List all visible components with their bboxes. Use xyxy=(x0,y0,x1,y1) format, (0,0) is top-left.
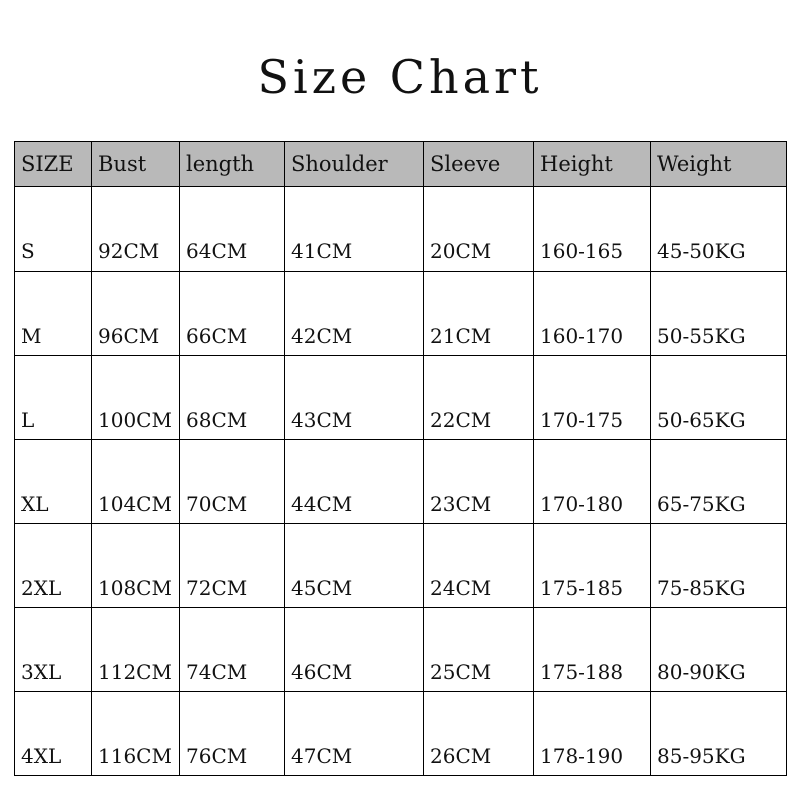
cell-value: S xyxy=(21,239,35,263)
cell-sleeve xyxy=(424,608,534,692)
cell-shoulder xyxy=(285,524,424,608)
cell-weight xyxy=(651,524,787,608)
cell-height xyxy=(534,272,651,356)
cell-value: 104CM xyxy=(98,491,172,516)
table-row xyxy=(15,440,787,524)
cell-value: 43CM xyxy=(291,407,353,432)
cell-bust xyxy=(92,524,180,608)
cell-value: 170-175 xyxy=(540,407,624,432)
cell-height xyxy=(534,692,651,776)
cell-value: 47CM xyxy=(291,743,353,768)
cell-bust xyxy=(92,356,180,440)
cell-size xyxy=(15,440,92,524)
cell-bust xyxy=(92,440,180,524)
cell-value: 24CM xyxy=(430,575,492,600)
column-header-bust: Bust xyxy=(92,142,180,187)
cell-value: 160-170 xyxy=(540,323,624,348)
cell-height xyxy=(534,187,651,272)
cell-value: 2XL xyxy=(21,575,62,600)
cell-sleeve xyxy=(424,356,534,440)
cell-bust xyxy=(92,187,180,272)
cell-value: 21CM xyxy=(430,323,492,348)
cell-value: 42CM xyxy=(291,323,353,348)
cell-value: 175-185 xyxy=(540,575,624,600)
cell-shoulder xyxy=(285,272,424,356)
cell-value: 64CM xyxy=(186,239,248,263)
cell-size xyxy=(15,187,92,272)
table-row xyxy=(15,272,787,356)
cell-value: 108CM xyxy=(98,575,172,600)
cell-value: 22CM xyxy=(430,407,492,432)
cell-size xyxy=(15,524,92,608)
cell-size xyxy=(15,692,92,776)
cell-length xyxy=(180,524,285,608)
table-row xyxy=(15,524,787,608)
table-row xyxy=(15,356,787,440)
size-table-container xyxy=(14,141,786,776)
cell-value: 20CM xyxy=(430,239,492,263)
cell-size xyxy=(15,356,92,440)
column-header-sleeve: Sleeve xyxy=(424,142,534,187)
cell-length xyxy=(180,608,285,692)
cell-value: 50-55KG xyxy=(657,323,746,348)
cell-length xyxy=(180,692,285,776)
cell-value: 160-165 xyxy=(540,239,624,263)
cell-bust xyxy=(92,608,180,692)
cell-value: 45-50KG xyxy=(657,239,746,263)
cell-value: 74CM xyxy=(186,659,248,684)
cell-shoulder xyxy=(285,440,424,524)
cell-length xyxy=(180,272,285,356)
size-table xyxy=(14,141,787,776)
cell-value: 65-75KG xyxy=(657,491,746,516)
cell-weight xyxy=(651,608,787,692)
cell-value: 72CM xyxy=(186,575,248,600)
cell-length xyxy=(180,356,285,440)
cell-value: 4XL xyxy=(21,743,62,768)
cell-value: 25CM xyxy=(430,659,492,684)
cell-value: 75-85KG xyxy=(657,575,746,600)
cell-shoulder xyxy=(285,692,424,776)
cell-weight xyxy=(651,356,787,440)
cell-value: 46CM xyxy=(291,659,353,684)
cell-value: 116CM xyxy=(98,743,172,768)
table-row xyxy=(15,608,787,692)
cell-value: 68CM xyxy=(186,407,248,432)
cell-weight xyxy=(651,692,787,776)
table-row xyxy=(15,692,787,776)
cell-shoulder xyxy=(285,356,424,440)
cell-value: 100CM xyxy=(98,407,172,432)
cell-length xyxy=(180,187,285,272)
cell-weight xyxy=(651,440,787,524)
cell-value: 70CM xyxy=(186,491,248,516)
table-body xyxy=(15,187,787,776)
cell-shoulder xyxy=(285,187,424,272)
page-title: Size Chart xyxy=(257,50,543,104)
table-header xyxy=(15,142,787,187)
cell-value: 41CM xyxy=(291,239,353,263)
cell-bust xyxy=(92,272,180,356)
column-header-weight: Weight xyxy=(651,142,787,187)
cell-value: 112CM xyxy=(98,659,172,684)
cell-height xyxy=(534,608,651,692)
cell-value: 80-90KG xyxy=(657,659,746,684)
cell-value: 45CM xyxy=(291,575,353,600)
table-row xyxy=(15,187,787,272)
cell-size xyxy=(15,272,92,356)
cell-value: 66CM xyxy=(186,323,248,348)
table-header-row xyxy=(15,142,787,187)
cell-value: 175-188 xyxy=(540,659,624,684)
cell-sleeve xyxy=(424,440,534,524)
cell-value: 96CM xyxy=(98,323,160,348)
cell-value: 170-180 xyxy=(540,491,624,516)
cell-value: 44CM xyxy=(291,491,353,516)
cell-shoulder xyxy=(285,608,424,692)
cell-value: 85-95KG xyxy=(657,743,746,768)
column-header-length: length xyxy=(180,142,285,187)
cell-sleeve xyxy=(424,692,534,776)
cell-size xyxy=(15,608,92,692)
cell-height xyxy=(534,356,651,440)
cell-height xyxy=(534,524,651,608)
cell-value: 76CM xyxy=(186,743,248,768)
cell-bust xyxy=(92,692,180,776)
cell-value: XL xyxy=(21,491,49,516)
cell-value: 26CM xyxy=(430,743,492,768)
cell-sleeve xyxy=(424,524,534,608)
cell-value: L xyxy=(21,407,35,432)
cell-weight xyxy=(651,187,787,272)
cell-sleeve xyxy=(424,187,534,272)
column-header-height: Height xyxy=(534,142,651,187)
cell-value: 92CM xyxy=(98,239,160,263)
cell-value: 50-65KG xyxy=(657,407,746,432)
cell-sleeve xyxy=(424,272,534,356)
cell-value: 23CM xyxy=(430,491,492,516)
cell-value: 3XL xyxy=(21,659,62,684)
column-header-size: SIZE xyxy=(15,142,92,187)
cell-value: M xyxy=(21,323,42,348)
column-header-shoulder: Shoulder xyxy=(285,142,424,187)
cell-length xyxy=(180,440,285,524)
cell-weight xyxy=(651,272,787,356)
cell-value: 178-190 xyxy=(540,743,624,768)
cell-height xyxy=(534,440,651,524)
